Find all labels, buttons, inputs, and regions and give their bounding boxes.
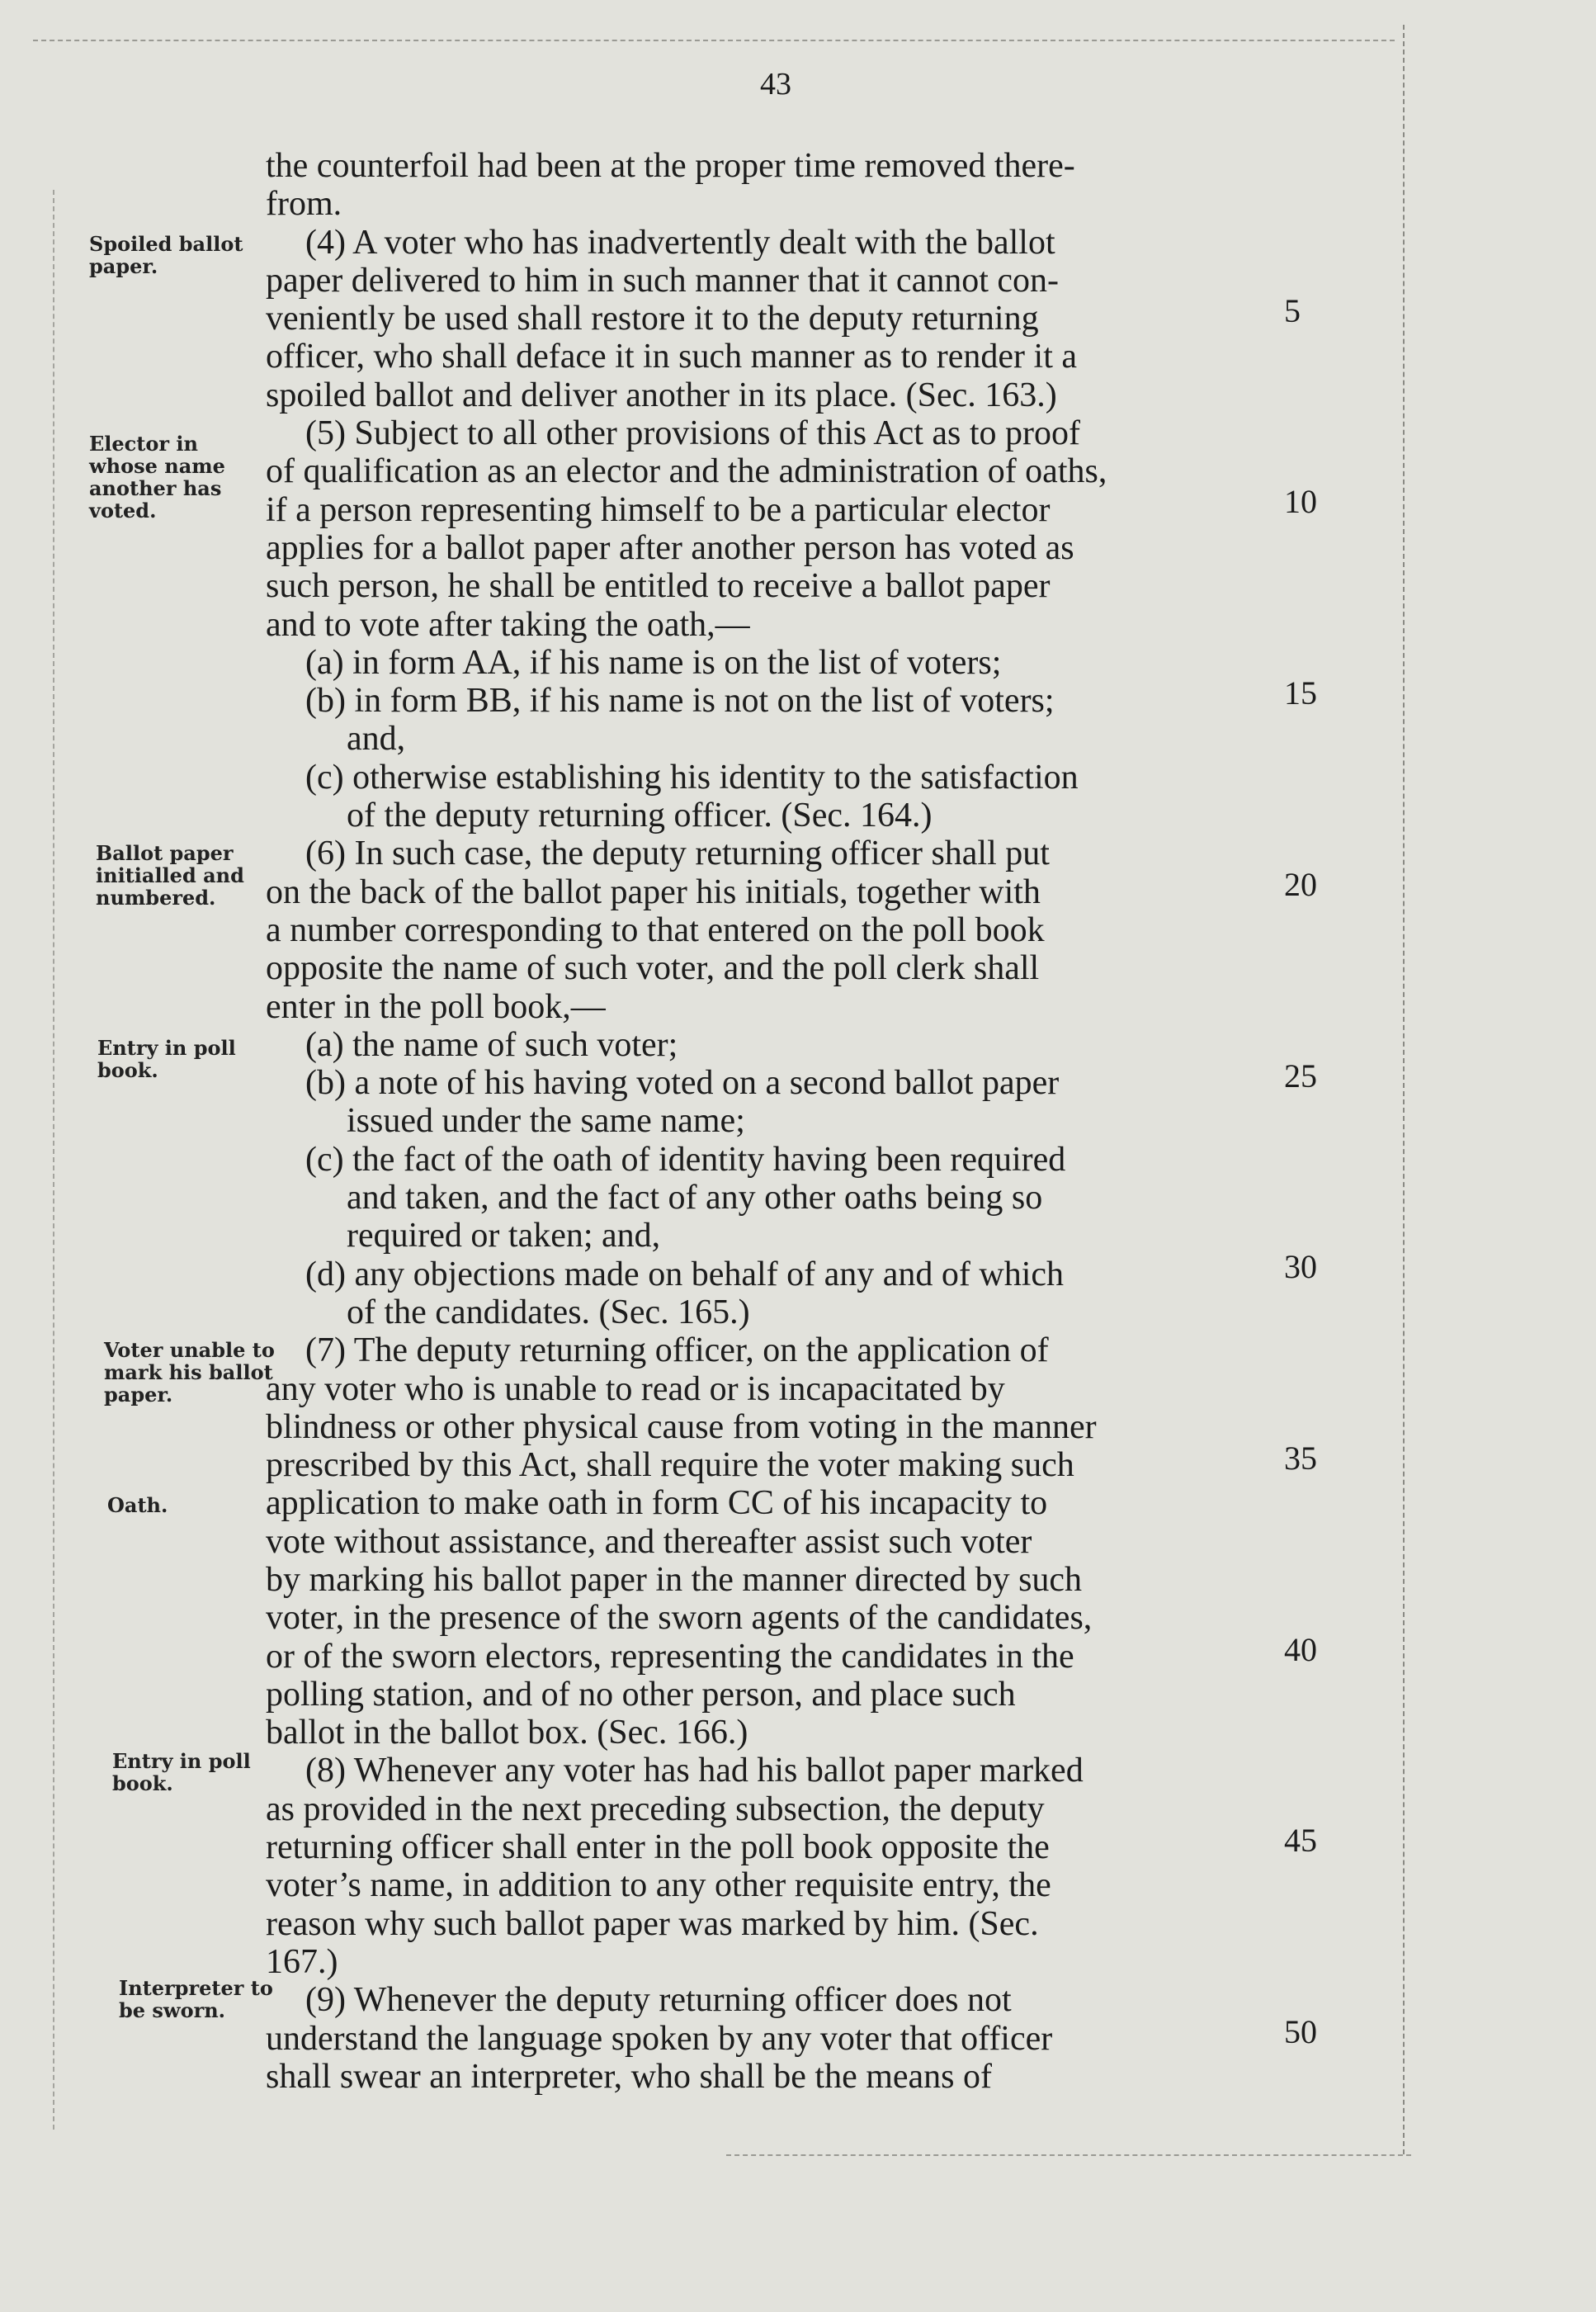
text-line: application to make oath in form CC of his incapacity to [266,1484,1048,1523]
line-number-5: 5 [1284,292,1301,329]
text-line: (c) the fact of the oath of identity having been required [305,1140,1066,1179]
text-line: of the deputy returning officer. (Sec. 164.) [347,797,933,835]
text-line: shall swear an interpreter, who shall be the means of [266,2057,993,2096]
text-line: (6) In such case, the deputy returning officer shall put [305,834,1050,873]
line-number-15: 15 [1284,674,1317,712]
text-line: understand the language spoken by any voter that officer [266,2019,1053,2058]
text-line: voter’s name, in addition to any other requisite entry, the [266,1866,1051,1905]
text-line: by marking his ballot paper in the manner directed by such [266,1560,1083,1599]
text-line: veniently be used shall restore it to the deputy returning [266,300,1039,338]
text-line: issued under the same name; [347,1102,745,1141]
margin-note-entry-poll-book-2: Entry in poll book. [112,1749,251,1795]
text-line: of the candidates. (Sec. 165.) [347,1293,750,1331]
page-number: 43 [760,67,791,102]
text-line: or of the sworn electors, representing the candidates in the [266,1637,1074,1676]
text-line: 167.) [266,1942,338,1981]
text-line: (5) Subject to all other provisions of this Act as to proof [305,414,1081,453]
text-line: required or taken; and, [347,1217,661,1255]
page-edge-left [53,190,54,2130]
text-line: (a) in form AA, if his name is on the list of voters; [305,643,1002,682]
text-line: polling station, and of no other person, and place such [266,1675,1016,1714]
text-line: and, [347,720,406,759]
line-number-35: 35 [1284,1440,1317,1477]
text-line: reason why such ballot paper was marked by him. (Sec. [266,1904,1039,1943]
text-line: (b) in form BB, if his name is not on the list of voters; [305,682,1055,721]
margin-note-spoiled-ballot: Spoiled ballot paper. [89,232,243,278]
text-line: (9) Whenever the deputy returning officer does not [305,1981,1012,2020]
text-line: and taken, and the fact of any other oaths being so [347,1179,1043,1217]
text-line: any voter who is unable to read or is incapacitated by [266,1369,1005,1408]
text-line: as provided in the next preceding subsection, the deputy [266,1790,1045,1828]
margin-note-voter-unable: Voter unable to mark his ballot paper. [104,1338,275,1407]
text-line: the counterfoil had been at the proper time removed there- [266,147,1075,185]
line-number-45: 45 [1284,1822,1317,1859]
text-line: (c) otherwise establishing his identity to the satisfaction [305,758,1079,797]
text-line: spoiled ballot and deliver another in its place. (Sec. 163.) [266,376,1057,414]
line-number-40: 40 [1284,1631,1317,1668]
margin-note-elector-voted: Elector in whose name another has voted. [89,432,225,522]
text-line: vote without assistance, and thereafter assist such voter [266,1522,1032,1561]
page-edge-top [33,40,1395,41]
line-number-50: 50 [1284,2013,1317,2050]
text-line: applies for a ballot paper after another person has voted as [266,528,1074,567]
page-edge-right [1403,25,1405,2154]
text-line: and to vote after taking the oath,— [266,605,750,644]
line-number-20: 20 [1284,866,1317,903]
body-text [266,147,1281,2096]
margin-note-oath: Oath. [107,1493,168,1517]
text-line: (a) the name of such voter; [305,1025,678,1064]
line-number-10: 10 [1284,483,1317,520]
text-line: ballot in the ballot box. (Sec. 166.) [266,1714,748,1752]
line-number-30: 30 [1284,1248,1317,1285]
text-line: such person, he shall be entitled to receive a ballot paper [266,567,1051,606]
text-line: (8) Whenever any voter has had his ballot paper marked [305,1752,1084,1790]
text-line: paper delivered to him in such manner that it cannot con- [266,261,1060,300]
text-line: enter in the poll book,— [266,987,606,1026]
text-line: (4) A voter who has inadvertently dealt with the ballot [305,223,1055,262]
text-line: a number corresponding to that entered on the poll book [266,910,1045,949]
margin-note-initialled-numbered: Ballot paper initialled and numbered. [96,841,244,910]
text-line: officer, who shall deface it in such manner as to render it a [266,338,1078,376]
line-number-25: 25 [1284,1057,1317,1095]
text-line: voter, in the presence of the sworn agents of the candidates, [266,1599,1093,1638]
text-line: (d) any objections made on behalf of any and of which [305,1255,1065,1293]
text-line: from. [266,185,342,224]
text-line: (b) a note of his having voted on a second ballot paper [305,1064,1060,1103]
text-line: if a person representing himself to be a particular elector [266,490,1051,529]
text-line: prescribed by this Act, shall require the voter making such [266,1446,1074,1485]
page-edge-bottom [726,2154,1411,2156]
margin-note-entry-poll-book: Entry in poll book. [97,1036,236,1082]
margin-note-interpreter: Interpreter to be sworn. [119,1976,273,2022]
text-line: returning officer shall enter in the poll book opposite the [266,1828,1050,1867]
text-line: on the back of the ballot paper his initials, together with [266,872,1041,911]
text-line: blindness or other physical cause from voting in the manner [266,1407,1097,1446]
text-line: of qualification as an elector and the administration of oaths, [266,452,1107,491]
text-line: (7) The deputy returning officer, on the application of [305,1331,1049,1370]
text-line: opposite the name of such voter, and the poll clerk shall [266,949,1040,988]
